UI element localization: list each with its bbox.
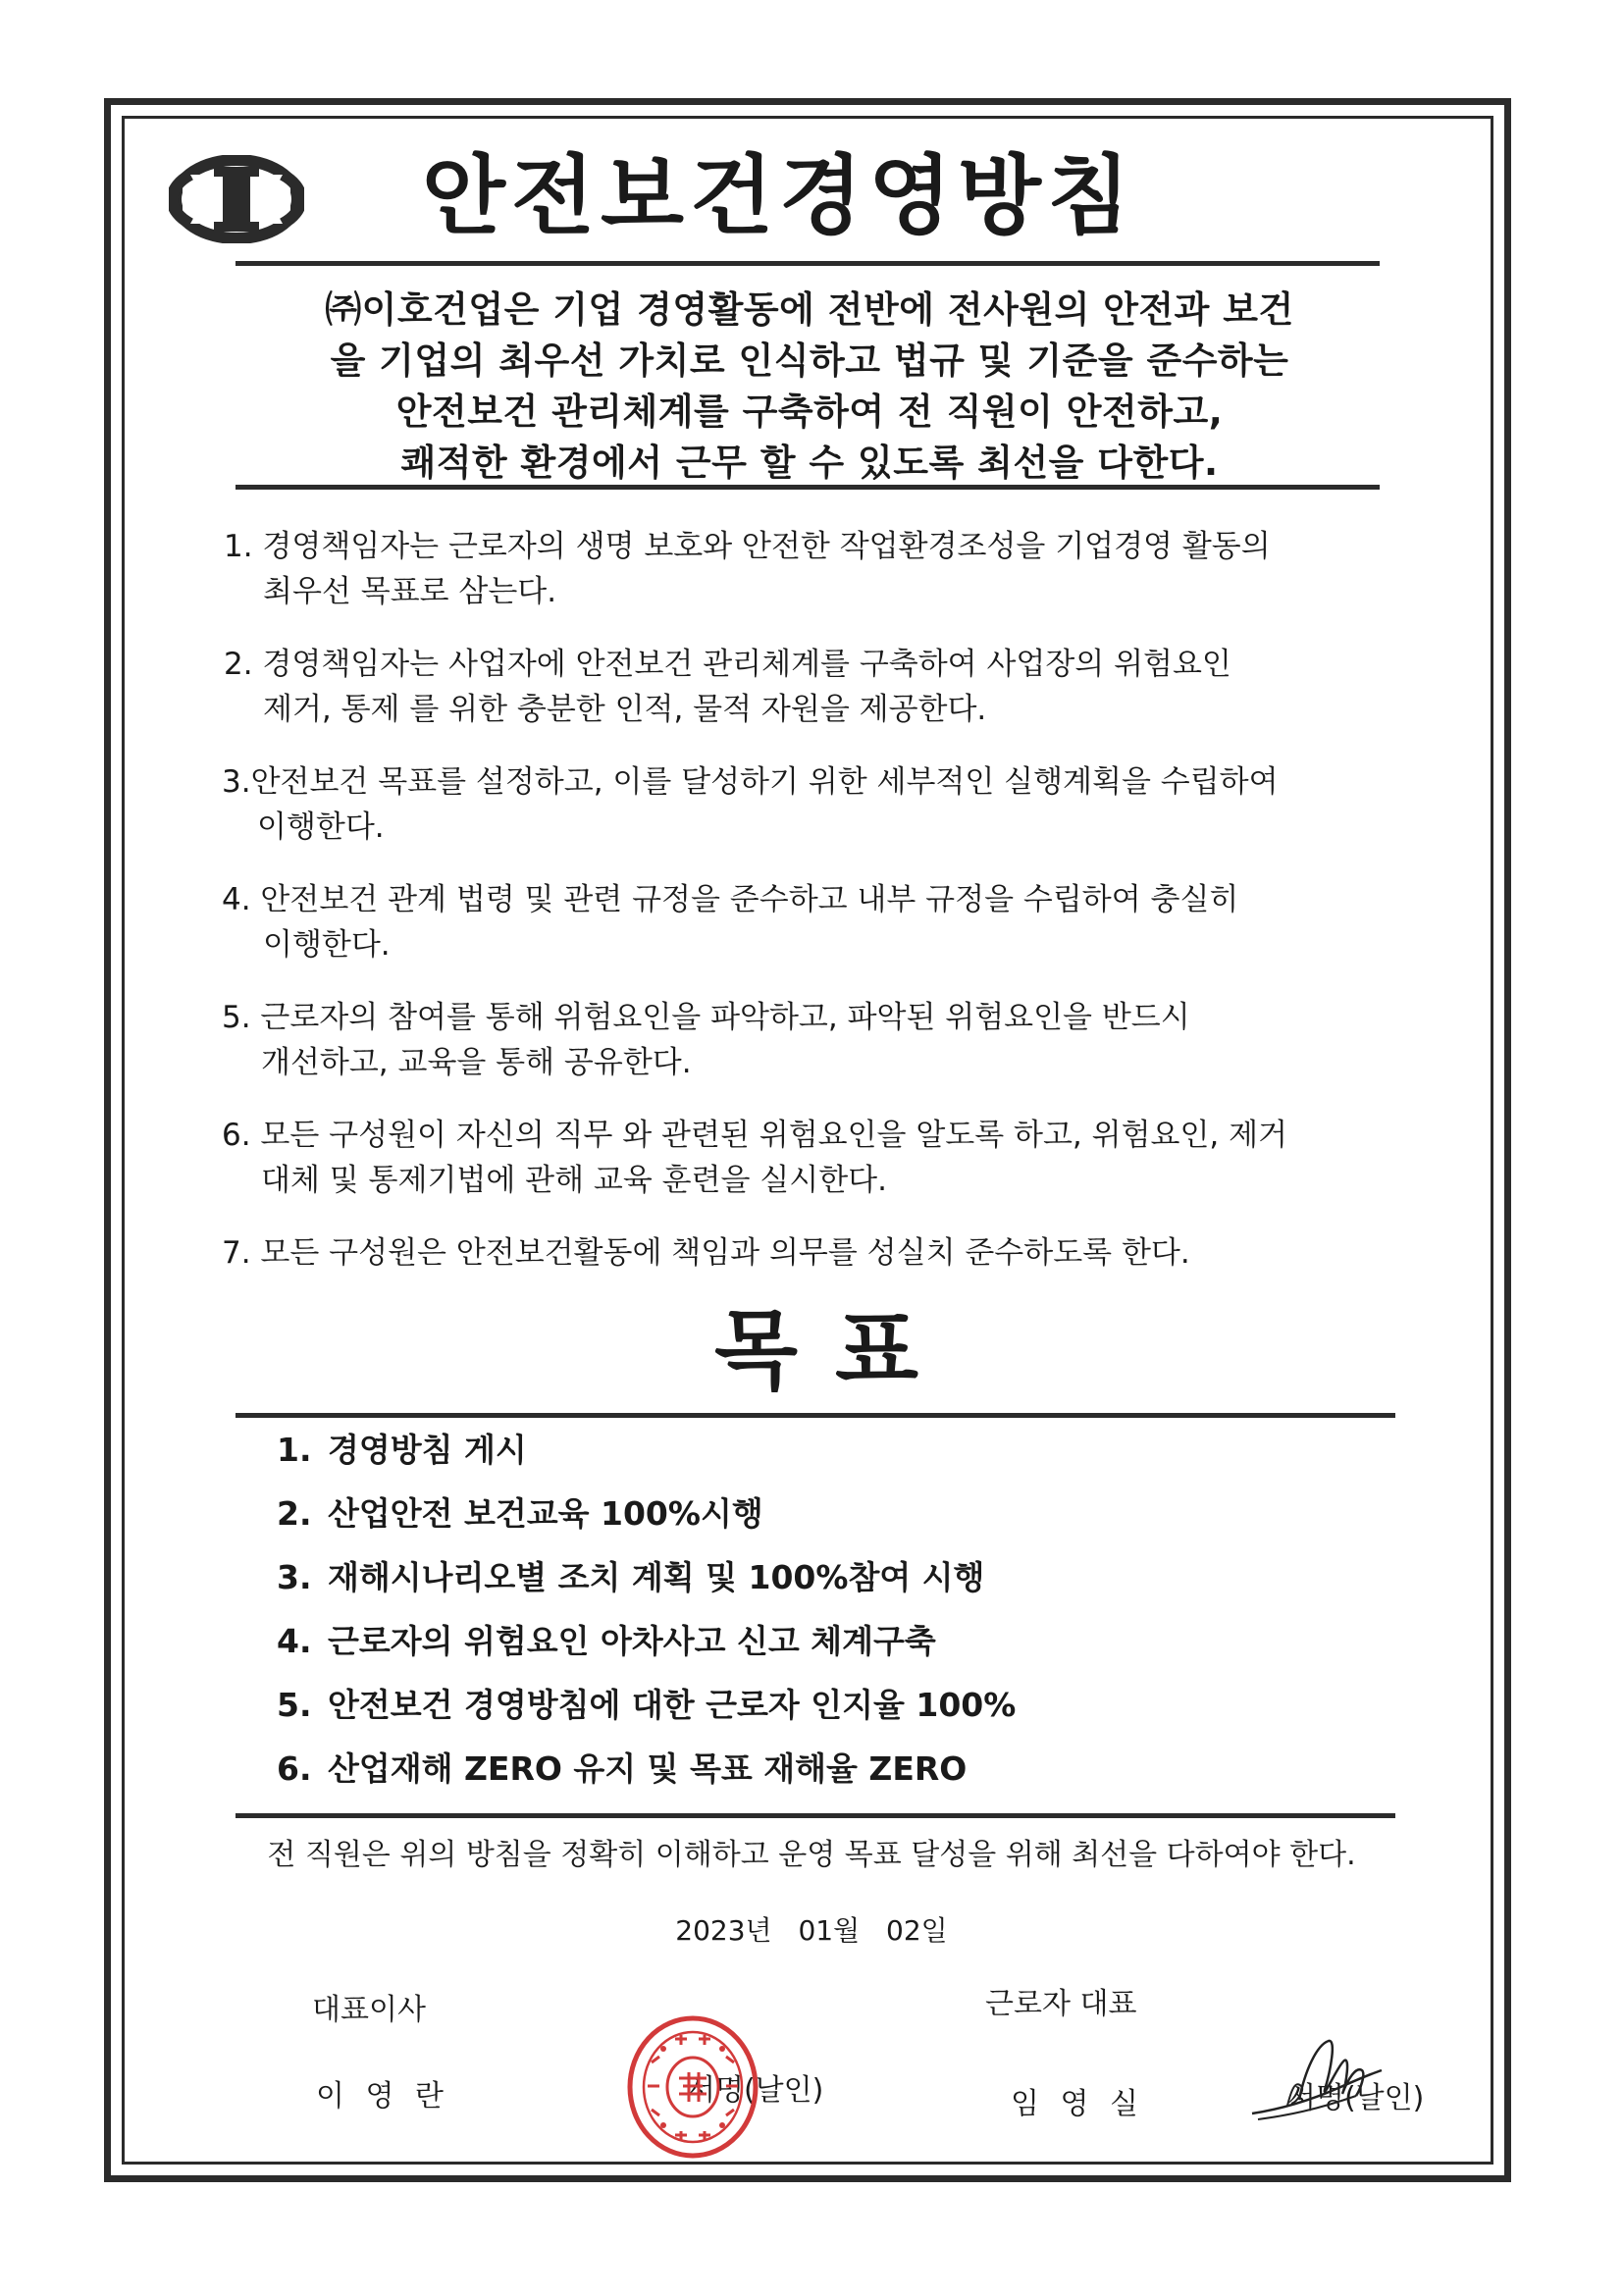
goal-item: [277, 1492, 763, 1536]
ceo-title: 대표이사: [312, 1993, 426, 2027]
policy-line: 최우선 목표로 삼는다.: [263, 574, 557, 609]
goal-text: 재해시나리오별 조치 계획 및 100%참여 시행: [328, 1558, 985, 1596]
policy-item-6: [222, 1113, 1287, 1203]
goal-item: [277, 1429, 527, 1472]
policy-line: 1. 경영책임자는 근로자의 생명 보호와 안전한 작업환경조성을 기업경영 활동의: [224, 529, 1271, 564]
goals-title: 목표: [714, 1300, 957, 1401]
divider-goals-bottom: [236, 1813, 1395, 1818]
goal-number: 3.: [277, 1558, 312, 1596]
policy-item-4: [222, 877, 1238, 967]
policy-line: 7. 모든 구성원은 안전보건활동에 책임과 의무를 성실치 준수하도록 한다.: [222, 1235, 1190, 1271]
policy-line: 이행한다.: [257, 809, 385, 845]
policy-line: 2. 경영책임자는 사업자에 안전보건 관리체계를 구축하여 사업장의 위험요인: [224, 647, 1231, 682]
policy-line: 개선하고, 교육을 통해 공유한다.: [261, 1045, 692, 1080]
goal-number: 4.: [277, 1622, 312, 1660]
intro-statement: [245, 285, 1374, 489]
policy-item-5: [222, 995, 1190, 1085]
policy-line: 이행한다.: [263, 927, 391, 963]
policy-line: 3.안전보건 목표를 설정하고, 이를 달성하기 위한 세부적인 실행계획을 수립하여: [222, 764, 1279, 800]
goal-text: 산업재해 ZERO 유지 및 목표 재해율 ZERO: [328, 1749, 968, 1788]
divider-goals-top: [236, 1413, 1395, 1418]
company-seal-icon: [624, 2013, 761, 2161]
intro-line: 쾌적한 환경에서 근무 할 수 있도록 최선을 다한다.: [400, 442, 1219, 484]
policy-line: 대체 및 통제기법에 관해 교육 훈련을 실시한다.: [261, 1163, 887, 1198]
intro-line: 안전보건 관리체계를 구축하여 전 직원이 안전하고,: [395, 391, 1224, 433]
document-title: 안전보건경영방침: [422, 145, 1137, 246]
policy-item-2: [224, 642, 1231, 732]
goal-number: 6.: [277, 1749, 312, 1788]
policy-item-3: [222, 759, 1279, 850]
closing-statement: 전 직원은 위의 방침을 정확히 이해하고 운영 목표 달성을 위해 최선을 다하여야 한다.: [267, 1838, 1356, 1872]
goal-item: [277, 1748, 967, 1791]
goal-text: 안전보건 경영방침에 대한 근로자 인지율 100%: [328, 1686, 1017, 1724]
divider-intro-bottom: [236, 485, 1380, 490]
policy-line: 제거, 통제 를 위한 충분한 인적, 물적 자원을 제공한다.: [263, 692, 987, 727]
policy-item-1: [224, 524, 1271, 614]
goal-number: 5.: [277, 1686, 312, 1724]
goal-item: [277, 1556, 984, 1599]
worker-rep-name: 임 영 실: [1011, 2087, 1145, 2121]
divider-top: [236, 261, 1380, 266]
goal-number: 1.: [277, 1431, 312, 1469]
goal-text: 근로자의 위험요인 아차사고 신고 체계구축: [328, 1622, 936, 1660]
worker-sign-label: 서명(날인): [1287, 2081, 1425, 2115]
goal-item: [277, 1684, 1016, 1727]
signature-scribble: [1248, 2031, 1386, 2129]
policy-line: 5. 근로자의 참여를 통해 위험요인을 파악하고, 파악된 위험요인을 반드시: [222, 1000, 1190, 1035]
intro-line: 을 기업의 최우선 가치로 인식하고 법규 및 기준을 준수하는: [330, 339, 1289, 382]
intro-line: ㈜이호건업은 기업 경영활동에 전반에 전사원의 안전과 보건: [325, 288, 1294, 331]
company-logo-icon: [169, 155, 304, 243]
goal-text: 산업안전 보건교육 100%시행: [328, 1494, 763, 1533]
document-date: 2023년 01월 02일: [675, 1914, 948, 1947]
policy-line: 6. 모든 구성원이 자신의 직무 와 관련된 위험요인을 알도록 하고, 위험요인, 제거: [222, 1118, 1288, 1153]
ceo-name: 이 영 란: [316, 2079, 450, 2113]
goal-text: 경영방침 게시: [328, 1431, 527, 1469]
goal-item: [277, 1620, 936, 1663]
worker-rep-title: 근로자 대표: [985, 1987, 1137, 2021]
policy-line: 4. 안전보건 관계 법령 및 관련 규정을 준수하고 내부 규정을 수립하여 충실히: [222, 882, 1239, 917]
policy-item-7: [222, 1230, 1190, 1276]
ceo-sign-label: 서명(날인): [687, 2073, 824, 2108]
goal-number: 2.: [277, 1494, 312, 1533]
